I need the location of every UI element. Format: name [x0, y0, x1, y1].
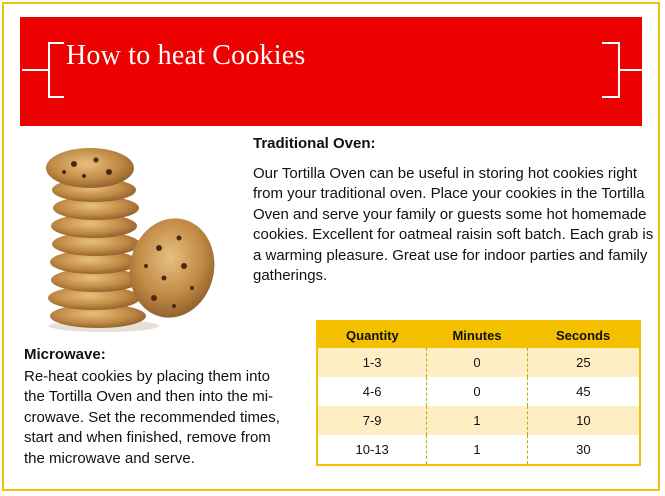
microwave-line: Re-heat cookies by placing them into — [24, 368, 270, 385]
minutes-cell: 0 — [427, 348, 527, 377]
microwave-line: crowave. Set the recommended times, — [24, 408, 280, 426]
heating-times-table — [316, 320, 641, 466]
microwave-line: the microwave and serve. — [24, 449, 195, 467]
right-bracket-icon — [598, 40, 648, 100]
header-quantity: Quantity — [317, 321, 427, 348]
table-row — [317, 435, 640, 465]
quantity-cell: 10-13 — [317, 435, 427, 465]
traditional-oven-text: Our Tortilla Oven can be useful in storing hot cookies right from your traditional oven. Place your cookies in the Tortilla Oven and serve your family or guests some hot homemade cookies. Excellent for oatmeal raisin soft batch. Each grab is a warming pleasure. Great use for indoor parties and family gatherings. — [253, 165, 654, 285]
quantity-cell: 4-6 — [317, 377, 427, 406]
page-title: How to heat Cookies — [66, 40, 306, 71]
left-bracket-icon — [20, 40, 70, 100]
microwave-heading: Microwave: — [24, 346, 106, 363]
table-row — [317, 348, 640, 377]
quantity-cell: 1-3 — [317, 348, 427, 377]
seconds-cell: 10 — [527, 406, 640, 435]
header-seconds: Seconds — [527, 321, 640, 348]
seconds-cell: 30 — [527, 435, 640, 465]
minutes-cell: 0 — [427, 377, 527, 406]
seconds-cell: 25 — [527, 348, 640, 377]
header-minutes: Minutes — [427, 321, 527, 348]
table-header-row — [317, 321, 640, 348]
table-row — [317, 406, 640, 435]
cookie-stack-image — [34, 138, 220, 338]
table-row — [317, 377, 640, 406]
quantity-cell: 7-9 — [317, 406, 427, 435]
minutes-cell: 1 — [427, 435, 527, 465]
traditional-oven-heading: Traditional Oven: — [253, 135, 376, 152]
microwave-line: start and when finished, remove from — [24, 429, 271, 447]
seconds-cell: 45 — [527, 377, 640, 406]
microwave-line: the Tortilla Oven and then into the mi- — [24, 388, 274, 406]
microwave-text — [24, 367, 306, 469]
minutes-cell: 1 — [427, 406, 527, 435]
